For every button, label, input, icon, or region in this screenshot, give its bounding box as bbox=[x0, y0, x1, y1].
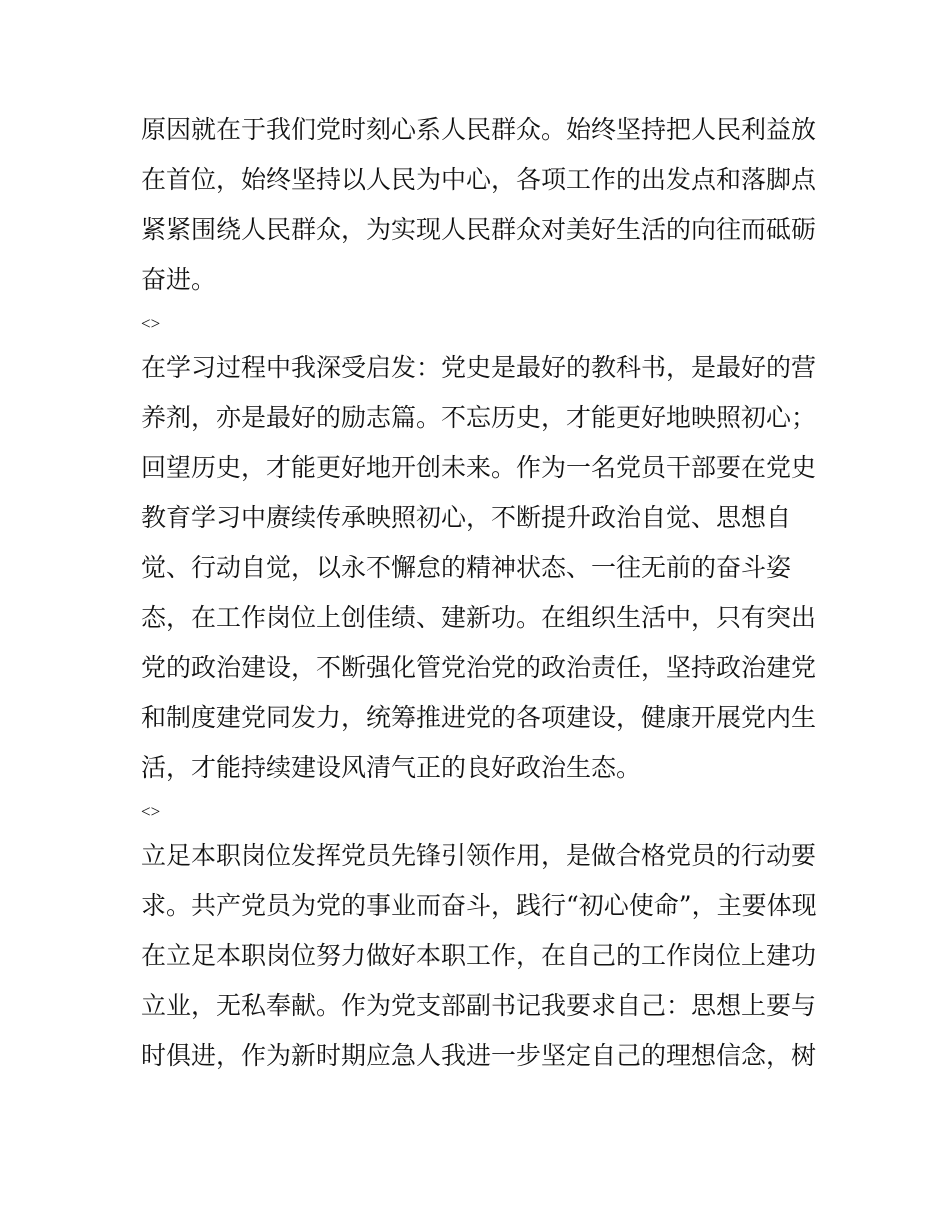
text-line: 立足本职岗位发挥党员先锋引领作用，是做合格党员的行动要 bbox=[141, 841, 817, 870]
text-line: 原因就在于我们党时刻心系人民群众。始终坚持把人民利益放 bbox=[141, 115, 817, 144]
text-line: 紧紧围绕人民群众，为实现人民群众对美好生活的向往而砥砺 bbox=[141, 215, 817, 244]
paragraph-separator: <> bbox=[141, 314, 161, 333]
paragraph-3 bbox=[141, 831, 821, 1081]
text-line: 和制度建党同发力，统筹推进党的各项建设，健康开展党内生 bbox=[141, 703, 817, 732]
text-line: 在立足本职岗位努力做好本职工作，在自己的工作岗位上建功 bbox=[141, 941, 817, 970]
text-line: 活，才能持续建设风清气正的良好政治生态。 bbox=[141, 753, 642, 782]
text-line: 回望历史，才能更好地开创未来。作为一名党员干部要在党史 bbox=[141, 453, 817, 482]
text-line: 立业，无私奉献。作为党支部副书记我要求自己：思想上要与 bbox=[141, 991, 817, 1020]
text-line: 觉、行动自觉，以永不懈怠的精神状态、一往无前的奋斗姿 bbox=[141, 553, 792, 582]
paragraph-1 bbox=[141, 105, 821, 305]
text-line: 养剂，亦是最好的励志篇。不忘历史，才能更好地映照初心； bbox=[141, 403, 817, 432]
text-line: 时俱进，作为新时期应急人我进一步坚定自己的理想信念，树 bbox=[141, 1041, 817, 1070]
paragraph-separator: <> bbox=[141, 802, 161, 821]
paragraph-2 bbox=[141, 343, 821, 793]
text-line: 教育学习中赓续传承映照初心，不断提升政治自觉、思想自 bbox=[141, 503, 792, 532]
text-line: 态，在工作岗位上创佳绩、建新功。在组织生活中，只有突出 bbox=[141, 603, 817, 632]
document-body bbox=[141, 105, 821, 1081]
text-line: 在首位，始终坚持以人民为中心，各项工作的出发点和落脚点 bbox=[141, 165, 817, 194]
text-line: 奋进。 bbox=[141, 265, 217, 294]
text-line: 在学习过程中我深受启发：党史是最好的教科书，是最好的营 bbox=[141, 353, 817, 382]
text-line: 求。共产党员为党的事业而奋斗，践行“初心使命”，主要体现 bbox=[141, 891, 817, 920]
text-line: 党的政治建设，不断强化管党治党的政治责任，坚持政治建党 bbox=[141, 653, 817, 682]
